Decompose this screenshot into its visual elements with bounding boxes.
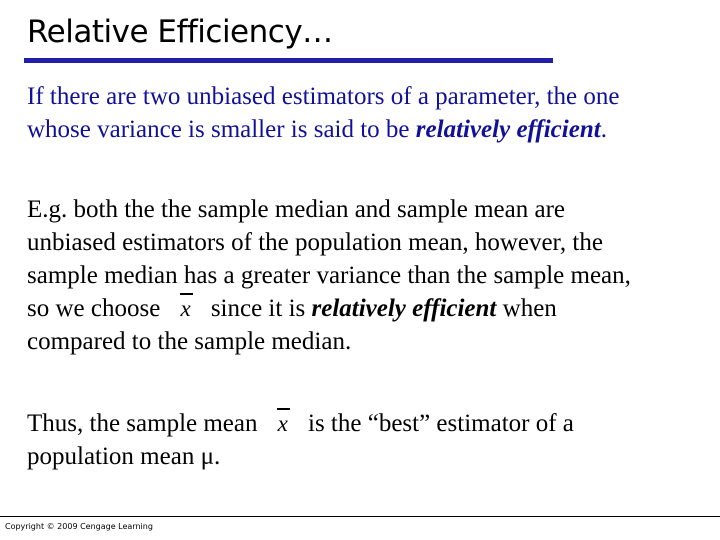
x-bar-symbol — [167, 292, 205, 325]
example-emphasis: relatively efficient — [311, 295, 497, 322]
example-line-5: compared to the sample median. — [27, 328, 352, 355]
example-line-1: E.g. both the the sample median and sample mean are — [27, 196, 566, 223]
x-bar-symbol-2 — [264, 407, 302, 440]
slide-title: Relative Efficiency… — [27, 14, 333, 50]
footer-divider — [0, 516, 720, 517]
definition-line-2-pre: whose variance is smaller is said to be — [27, 116, 416, 143]
example-line-3: sample median has a greater variance than the sample mean, — [27, 262, 631, 289]
definition-emphasis: relatively efficient — [415, 116, 601, 143]
x-bar-overline-2 — [277, 408, 290, 410]
definition-line-2-post: . — [600, 116, 607, 143]
definition-paragraph — [27, 80, 620, 146]
title-underline — [24, 58, 553, 63]
conclusion-line-2: population mean μ. — [27, 443, 221, 470]
conclusion-paragraph — [27, 407, 574, 473]
example-line-4-post: when — [496, 295, 557, 322]
example-line-2: unbiased estimators of the population mean, however, the — [27, 229, 603, 256]
example-line-4-mid: since it is — [204, 295, 312, 322]
x-bar-overline — [180, 293, 193, 295]
x-bar-letter: x — [180, 296, 191, 321]
example-line-4-pre: so we choose — [27, 295, 167, 322]
x-bar-letter-2: x — [277, 411, 288, 436]
conclusion-line-1-post: is the “best” estimator of a — [301, 410, 574, 437]
conclusion-line-1-pre: Thus, the sample mean — [27, 410, 264, 437]
example-paragraph — [27, 193, 631, 358]
definition-line-1: If there are two unbiased estimators of a parameter, the one — [27, 83, 620, 110]
copyright-notice: Copyright © 2009 Cengage Learning — [5, 522, 153, 531]
